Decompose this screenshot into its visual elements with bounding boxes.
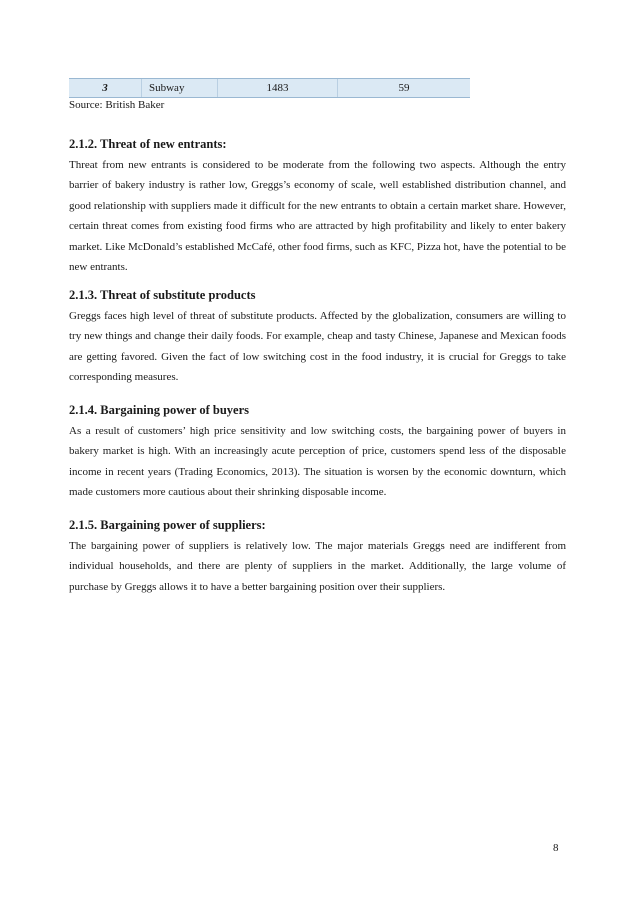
- table-cell-value-1: 1483: [218, 79, 338, 97]
- section-heading-new-entrants: 2.1.2. Threat of new entrants:: [69, 137, 227, 151]
- section-text-substitutes: Greggs faces high level of threat of substitute products. Affected by the globalization, consumers are willing to try new things and change their daily foods. For example, cheap and tasty Chinese, Japanese and Mexican foods are getting favored. Given the fact of low switching cost in the food industry, it is crucial for Greggs to take corresponding measures.: [69, 310, 566, 384]
- section-heading-buyers: 2.1.4. Bargaining power of buyers: [69, 403, 249, 417]
- section-text-buyers: As a result of customers’ high price sensitivity and low switching costs, the bargaining power of buyers in bakery market is high. With an increasingly acute perception of price, customers spend less of the disposable income in recent years (Trading Economics, 2013). The situation is worsen by the economic downturn, which made customers more cautious about their shrinking disposable income.: [69, 425, 566, 499]
- table-source-note: Source: British Baker: [69, 99, 165, 111]
- table-cell-name: Subway: [142, 79, 218, 97]
- table-cell-rank: 3: [69, 79, 142, 97]
- page-number: 8: [553, 842, 559, 854]
- section-text-suppliers: The bargaining power of suppliers is relatively low. The major materials Greggs need are indifferent from individual households, and there are plenty of suppliers in the market. Additionally, the large volume of purchase by Greggs allows it to have a better bargaining position over their suppliers.: [69, 540, 566, 593]
- section-heading-substitutes: 2.1.3. Threat of substitute products: [69, 288, 256, 302]
- section-heading-suppliers: 2.1.5. Bargaining power of suppliers:: [69, 518, 266, 532]
- table-row: [69, 78, 470, 98]
- table-cell-value-2: 59: [398, 82, 410, 94]
- section-text-new-entrants: Threat from new entrants is considered to be moderate from the following two aspects. Although the entry barrier of bakery industry is rather low, Greggs’s economy of scale, well established distribution channel, and good relationship with suppliers made it difficult for the new entrants to obtain a certain market share. However, certain threat comes from existing food firms who are attracted by high profitability and likely to enter bakery market. Like McDonald’s established McCafé, other food firms, such as KFC, Pizza hot, have the potential to be new entrants.: [69, 159, 566, 274]
